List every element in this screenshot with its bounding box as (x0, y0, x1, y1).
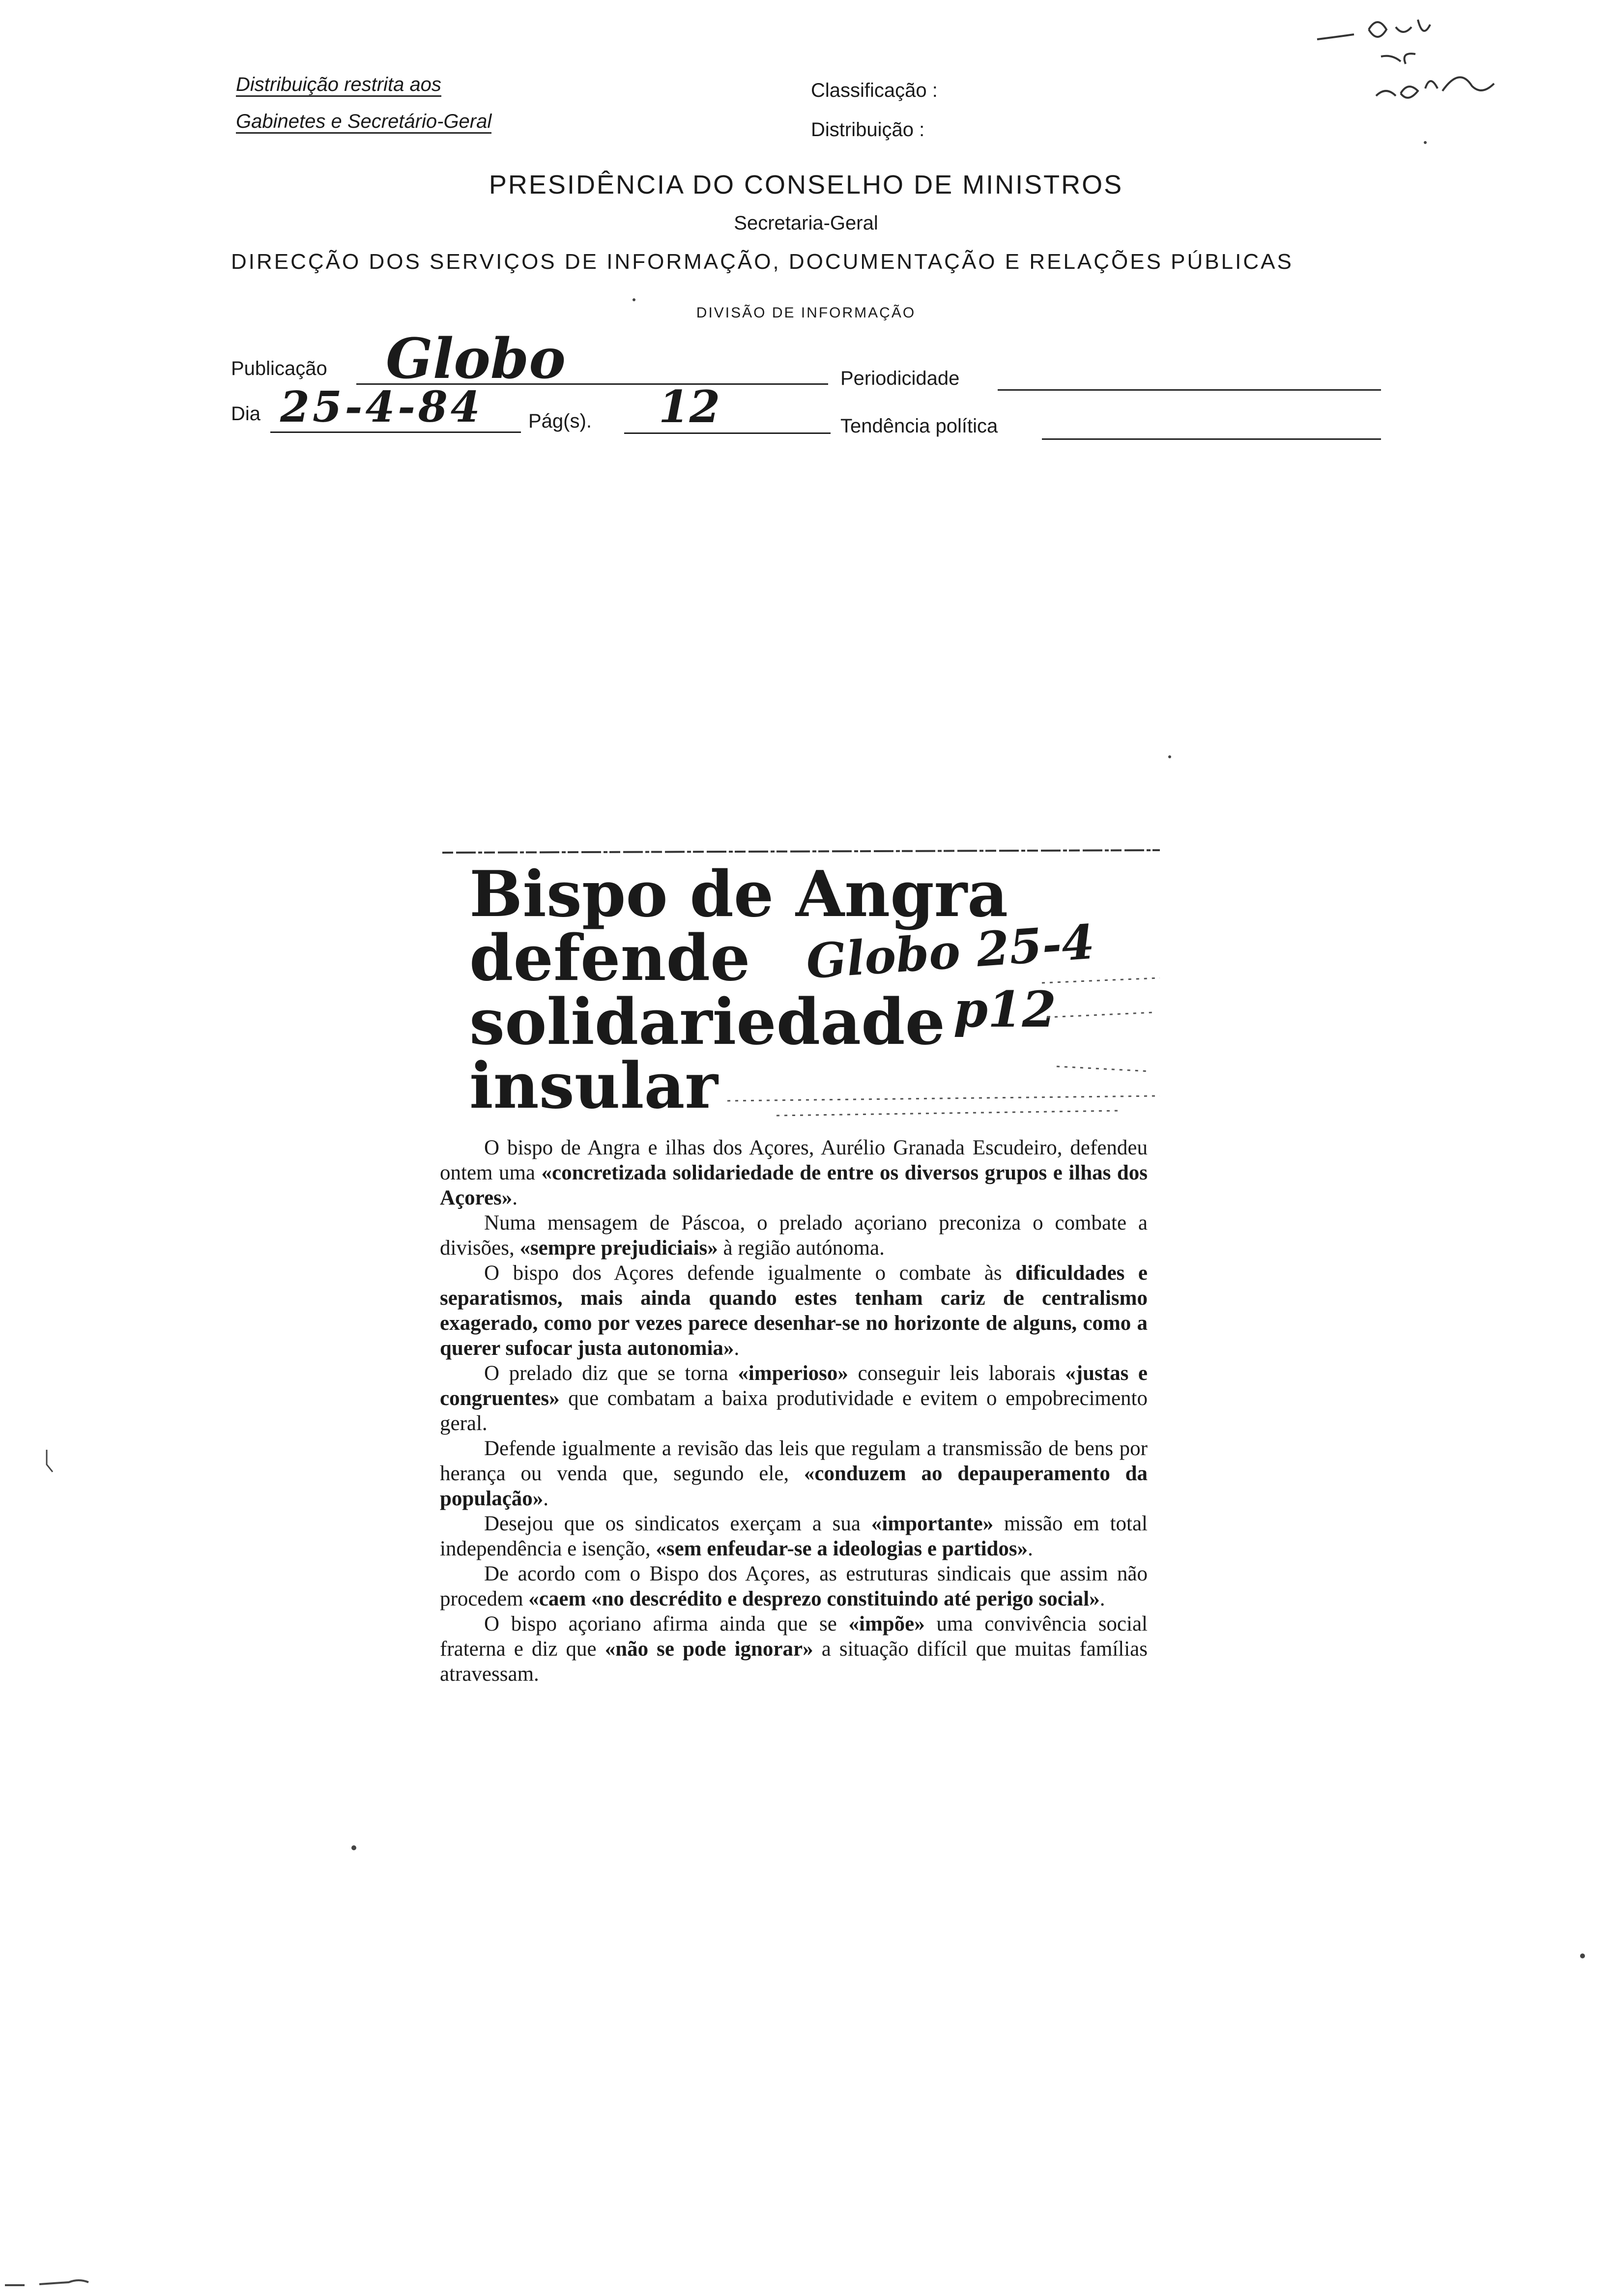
headline-line-3: solidariedade (469, 985, 945, 1059)
division-title: DIVISÃO DE INFORMAÇÃO (696, 305, 916, 321)
day-label: Dia (231, 403, 261, 425)
directorate-title: DIRECÇÃO DOS SERVIÇOS DE INFORMAÇÃO, DOCUMENTAÇÃO E RELAÇÕES PÚBLICAS (231, 250, 1294, 274)
headline-line-2: defende (469, 921, 750, 995)
article-text-run: . (734, 1337, 740, 1360)
article-text-run: De acordo com o Bispo dos Açores, as estruturas sindicais que assim não procedem (440, 1562, 1148, 1610)
article-text-run: Defende igualmente a revisão das leis que regulam a transmissão de bens por herança ou venda que, segundo ele, (440, 1437, 1148, 1485)
org-title: PRESIDÊNCIA DO CONSELHO DE MINISTROS (489, 170, 1123, 200)
article-text-run: «importante» (871, 1512, 994, 1535)
headline-line-4: insular (469, 1049, 718, 1123)
article-text-run: . (543, 1487, 549, 1510)
article-text-run: O bispo de Angra e ilhas dos Açores, Aurélio Granada Escudeiro, defendeu ontem uma (440, 1136, 1148, 1184)
publication-value: Globo (386, 327, 566, 391)
article-text-run: «caem «no descrédito e desprezo constituindo até perigo social» (528, 1587, 1100, 1610)
article-text-run: O bispo açoriano afirma ainda que se (484, 1612, 849, 1636)
article-text-run: dificuldades e separatismos, mais ainda quando estes tenham cariz de centralismo exagerado, como por vezes parece desenhar-se no horizonte de alguns, como a querer sufocar justa autonomia» (440, 1262, 1148, 1360)
publication-label: Publicação (231, 358, 327, 379)
article-text-run: «impõe» (848, 1612, 925, 1636)
distribution-note-line1: Distribuição restrita aos (236, 74, 441, 96)
article-text-run: à região autónoma. (718, 1236, 885, 1260)
article-text-run: «conduzem ao depauperamento da população» (440, 1462, 1148, 1510)
article-text-run: a situação difícil que muitas famílias atravessam. (440, 1637, 1148, 1686)
article-text-run: «justas e congruentes» (440, 1362, 1148, 1410)
article-text-run: Numa mensagem de Páscoa, o prelado açoriano preconiza o combate a divisões, (440, 1211, 1148, 1260)
article-text-run: «imperioso» (738, 1362, 848, 1385)
day-value: 25-4-84 (280, 382, 483, 432)
article-text-run: O bispo dos Açores defende igualmente o combate às (484, 1262, 1016, 1285)
pages-value: 12 (659, 381, 720, 433)
article-text-run: Desejou que os sindicatos exerçam a sua (484, 1512, 871, 1535)
article-text-run: missão em total independência e isenção, (440, 1512, 1148, 1560)
article-text-run: «sempre prejudiciais» (519, 1236, 718, 1260)
article-text-run: . (512, 1186, 518, 1209)
article-text-run: «sem enfeudar-se a ideologias e partidos» (656, 1537, 1028, 1560)
periodicity-label: Periodicidade (840, 368, 960, 389)
headline-line-1: Bispo de Angra (469, 858, 1008, 931)
classification-label: Classificação : (811, 80, 938, 101)
distribution-note-line2: Gabinetes e Secretário-Geral (236, 111, 491, 133)
article-text-run: O prelado diz que se torna (484, 1362, 738, 1385)
article-text-run: . (1028, 1537, 1033, 1560)
article-text-run: «não se pode ignorar» (604, 1637, 813, 1661)
article-text-run: que combatam a baixa produtividade e evitem o empobrecimento geral. (440, 1387, 1148, 1435)
pages-label: Pág(s). (528, 410, 592, 432)
margin-note: Globo 25-4 (804, 914, 1096, 990)
margin-page-note: p12 (953, 980, 1057, 1038)
org-subtitle: Secretaria-Geral (734, 212, 878, 234)
distribution-label: Distribuição : (811, 119, 925, 141)
article-text-run: . (1099, 1587, 1105, 1610)
political-tendency-label: Tendência política (840, 415, 998, 437)
article-text-run: uma convivência social fraterna e diz que (440, 1612, 1148, 1661)
article-text-run: conseguir leis laborais (848, 1362, 1065, 1385)
article-text-run: «concretizada solidariedade de entre os diversos grupos e ilhas dos Açores» (440, 1161, 1148, 1209)
